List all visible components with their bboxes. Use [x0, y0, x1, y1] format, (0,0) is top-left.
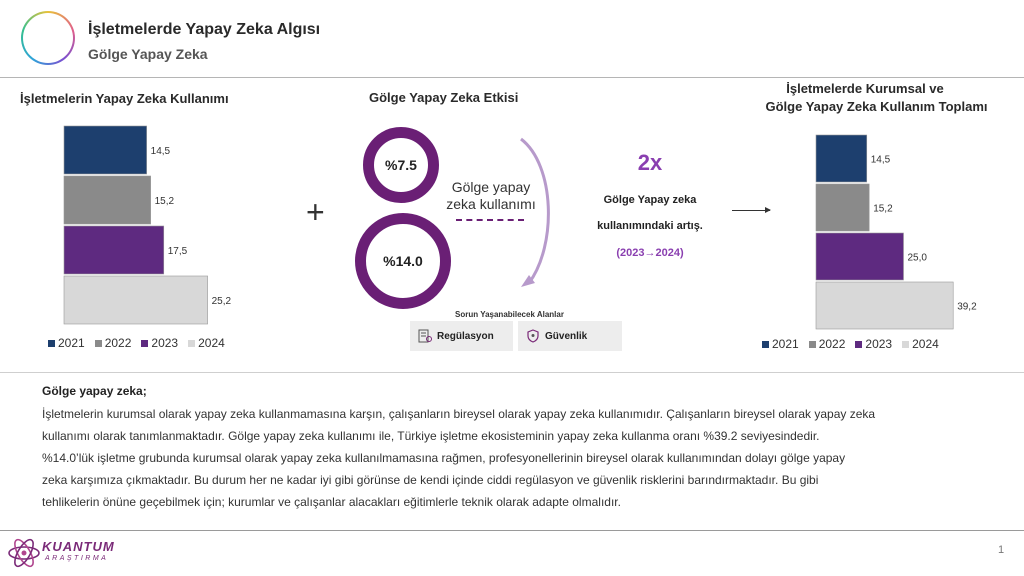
bar-2022	[64, 176, 151, 224]
ring-top-value: %7.5	[385, 157, 417, 173]
legend-swatch	[48, 340, 55, 347]
bar-2023	[64, 226, 164, 274]
legend-swatch	[902, 341, 909, 348]
plus-icon: +	[306, 194, 325, 230]
problem-area-regulation-label: Regülasyon	[437, 330, 494, 342]
scale-icon	[418, 329, 432, 343]
right-chart-legend	[762, 337, 939, 351]
page-number: 1	[998, 544, 1005, 556]
atom-logo-icon	[6, 537, 42, 569]
legend-swatch	[809, 341, 816, 348]
ring-label-line1: Gölge yapay	[451, 179, 531, 195]
bar-label-2022: 15,2	[154, 196, 175, 207]
legend-label: 2022	[818, 337, 846, 351]
legend-swatch	[188, 340, 195, 347]
ring-label-line2: zeka kullanımı	[446, 196, 536, 212]
left-bar-chart	[64, 126, 264, 330]
footer-divider	[0, 530, 1024, 531]
legend-label: 2023	[151, 336, 179, 350]
right-arrow-icon	[732, 210, 770, 211]
description-line: İşletmelerin kurumsal olarak yapay zeka kullanmamasına karşın, çalışanların bireysel olarak yapay zeka kullanımıdır. Çalışanların bireysel olarak yapay zeka	[42, 407, 876, 421]
increase-line1: Gölge Yapay zeka	[603, 194, 697, 206]
legend-item-2023	[141, 336, 178, 350]
left-chart-legend	[48, 336, 225, 350]
bar-label-2023: 17,5	[167, 246, 188, 257]
increase-period: (2023→2024)	[616, 247, 684, 259]
content-divider	[0, 372, 1024, 373]
legend-label: 2023	[865, 337, 893, 351]
right-section-title-line2: Gölge Yapay Zeka Kullanım Toplamı	[765, 99, 988, 114]
legend-label: 2024	[198, 336, 225, 350]
legend-item-2023	[855, 337, 892, 351]
description-heading: Gölge yapay zeka;	[42, 384, 147, 398]
problem-area-security-label: Güvenlik	[545, 330, 588, 342]
page-subtitle: Gölge Yapay Zeka	[88, 46, 208, 62]
brand-name: KUANTUM	[42, 539, 115, 554]
middle-section-title: Gölge Yapay Zeka Etkisi	[369, 90, 519, 105]
legend-label: 2021	[58, 336, 85, 350]
problem-area-security	[518, 321, 622, 351]
shield-icon	[526, 329, 540, 343]
page-title: İşletmelerde Yapay Zeka Algısı	[88, 21, 321, 38]
right-section-title-line1: İşletmelerde Kurumsal ve	[786, 81, 944, 96]
problem-areas-title: Sorun Yaşanabilecek Alanlar	[455, 310, 564, 319]
right-bar-chart	[816, 135, 1016, 331]
legend-swatch	[95, 340, 102, 347]
legend-item-2021	[48, 336, 85, 350]
legend-item-2024	[188, 336, 225, 350]
bar-2023	[816, 233, 904, 280]
brand-tagline: ARAŞTIRMA	[45, 555, 109, 562]
description-body	[42, 403, 997, 513]
increase-line2: kullanımındaki artış.	[597, 220, 703, 232]
problem-area-regulation	[410, 321, 513, 351]
bar-label-2022: 15,2	[873, 203, 893, 215]
legend-item-2021	[762, 337, 799, 351]
header-divider	[0, 77, 1024, 78]
legend-swatch	[762, 341, 769, 348]
curved-arrow-icon	[515, 135, 555, 295]
description-line: %14.0’lük işletme grubunda kurumsal olarak yapay zeka kullanılmamasına rağmen, profesyonellerinin bireysel olarak kullanımından dolayı gölge yapay	[42, 451, 846, 465]
ring-bottom-value: %14.0	[383, 253, 423, 269]
legend-swatch	[141, 340, 148, 347]
legend-item-2022	[809, 337, 846, 351]
description-line: tehlikelerin önüne geçebilmek için; kurumlar ve çalışanlar alacakları eğitimlerle teknik olarak adapte olmalıdır.	[42, 495, 621, 509]
ring-bottom	[355, 213, 451, 309]
bar-2022	[816, 184, 869, 231]
dashed-divider	[456, 219, 524, 221]
description-line: kullanımı olarak tanımlanmaktadır. Gölge yapay zeka kullanımı ile, Türkiye işletme ekosisteminin yapay zeka kullanma oranı %39.2 seviyesindedir.	[42, 429, 820, 443]
description-line: zeka karşımıza çıkmaktadır. Bu durum her ne kadar iyi gibi görünse de kendi içinde ciddi regülasyon ve güvenlik risklerini barındırmaktadır. Bu gibi	[42, 473, 819, 487]
bar-label-2023: 25,0	[907, 252, 927, 264]
bar-2021	[816, 135, 867, 182]
bar-label-2021: 14,5	[150, 146, 171, 157]
legend-swatch	[855, 341, 862, 348]
bar-label-2024: 39,2	[957, 301, 977, 313]
bar-2024	[816, 282, 953, 329]
bar-2021	[64, 126, 147, 174]
legend-item-2022	[95, 336, 132, 350]
legend-item-2024	[902, 337, 939, 351]
legend-label: 2021	[772, 337, 799, 351]
legend-label: 2024	[912, 337, 939, 351]
legend-label: 2022	[104, 336, 132, 350]
bar-2024	[64, 276, 208, 324]
bar-label-2024: 25,2	[211, 296, 232, 307]
header-logo-circle	[21, 11, 75, 65]
bar-label-2021: 14,5	[870, 154, 891, 166]
increase-multiplier: 2x	[637, 150, 663, 175]
left-section-title: İşletmelerin Yapay Zeka Kullanımı	[20, 91, 229, 106]
ring-top	[363, 127, 439, 203]
